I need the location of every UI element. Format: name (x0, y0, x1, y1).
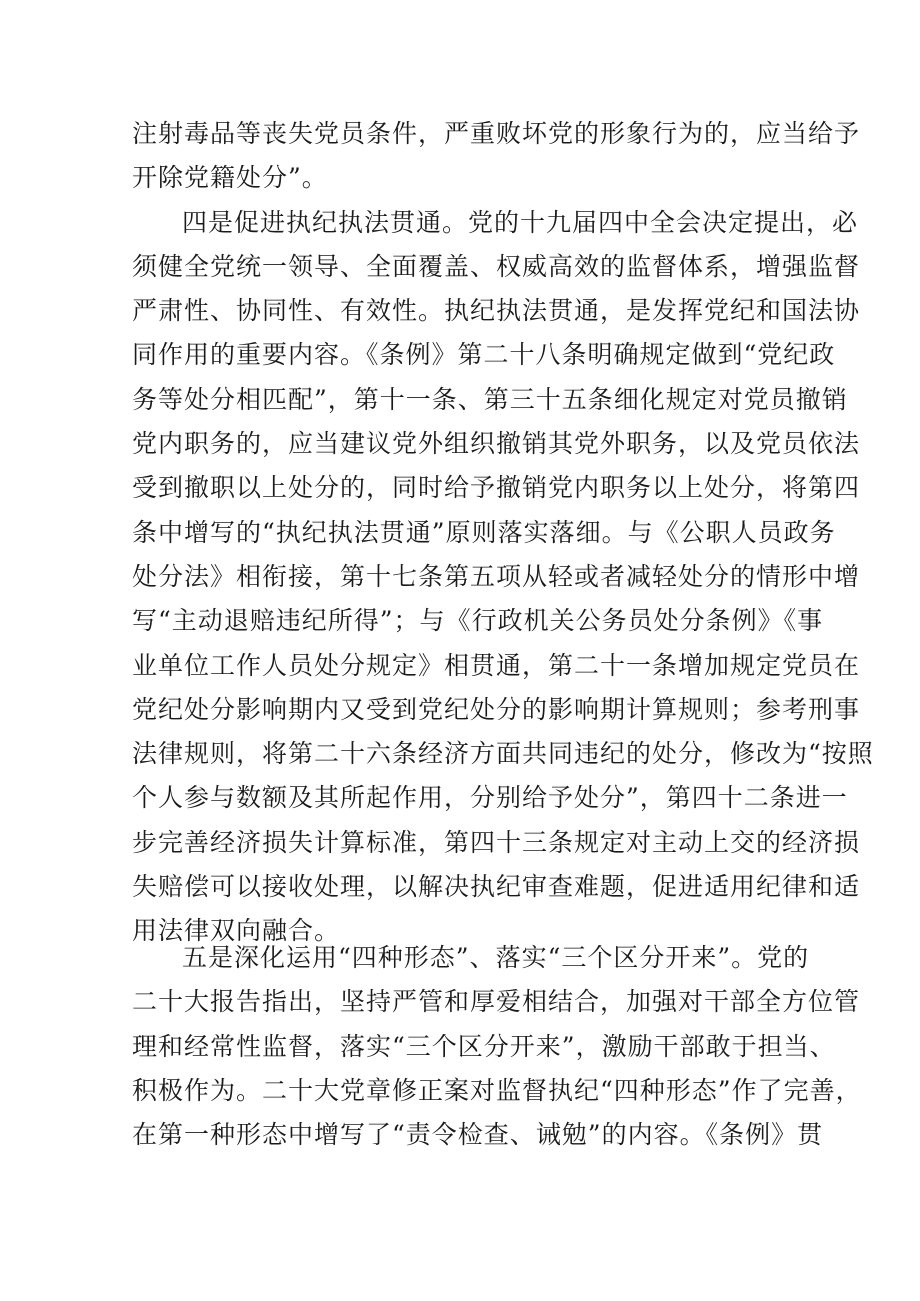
paragraph-continuation (132, 112, 861, 201)
paragraph-five (132, 936, 862, 1157)
text-line: 务等处分相匹配”，第十一条、第三十五条细化规定对党员撤销 (132, 384, 848, 414)
text-line: 条中增写的“执纪执法贯通”原则落实落细。与《公职人员政务 (132, 517, 836, 547)
text-line: 业单位工作人员处分规定》相贯通，第二十一条增加规定党员在 (132, 650, 861, 680)
text-line: 严肃性、协同性、有效性。执纪执法贯通，是发挥党纪和国法协 (132, 296, 861, 326)
text-line: 写“主动退赔违纪所得”；与《行政机关公务员处分条例》《事 (132, 606, 824, 636)
text-line: 个人参与数额及其所起作用，分别给予处分”，第四十二条进一 (132, 783, 848, 813)
text-line: 用法律双向融合。 (132, 916, 341, 946)
paragraph-four (132, 201, 874, 954)
text-line: 四是促进执纪执法贯通。党的十九届四中全会决定提出，必 (182, 207, 859, 237)
text-line: 在第一种形态中增写了“责令检查、诫勉”的内容。《条例》贯 (132, 1120, 824, 1150)
text-line: 五是深化运用“四种形态”、落实“三个区分开来”。党的 (182, 943, 810, 972)
text-line: 积极作为。二十大党章修正案对监督执纪“四种形态”作了完善， (132, 1075, 862, 1105)
text-line: 理和经常性监督，落实“三个区分开来”，激励干部敢于担当、 (132, 1031, 836, 1061)
text-line: 步完善经济损失计算标准，第四十三条规定对主动上交的经济损 (132, 827, 861, 857)
text-line: 二十大报告指出，坚持严管和厚爱相结合，加强对干部全方位管 (132, 987, 861, 1017)
text-line: 须健全党统一领导、全面覆盖、权威高效的监督体系，增强监督 (132, 251, 861, 281)
text-line: 开除党籍处分”。 (132, 163, 328, 193)
text-line: 处分法》相衔接，第十七条第五项从轻或者减轻处分的情形中增 (132, 561, 861, 591)
text-line: 受到撤职以上处分的，同时给予撤销党内职务以上处分，将第四 (132, 473, 861, 503)
text-line: 党内职务的，应当建议党外组织撤销其党外职务，以及党员依法 (132, 429, 861, 459)
text-line: 党纪处分影响期内又受到党纪处分的影响期计算规则；参考刑事 (132, 694, 861, 724)
text-line: 注射毒品等丧失党员条件，严重败坏党的形象行为的，应当给予 (132, 119, 861, 148)
text-line: 失赔偿可以接收处理，以解决执纪审查难题，促进适用纪律和适 (132, 872, 861, 902)
text-line: 同作用的重要内容。《条例》第二十八条明确规定做到“党纪政 (132, 340, 836, 370)
text-line: 法律规则，将第二十六条经济方面共同违纪的处分，修改为“按照 (132, 739, 874, 769)
